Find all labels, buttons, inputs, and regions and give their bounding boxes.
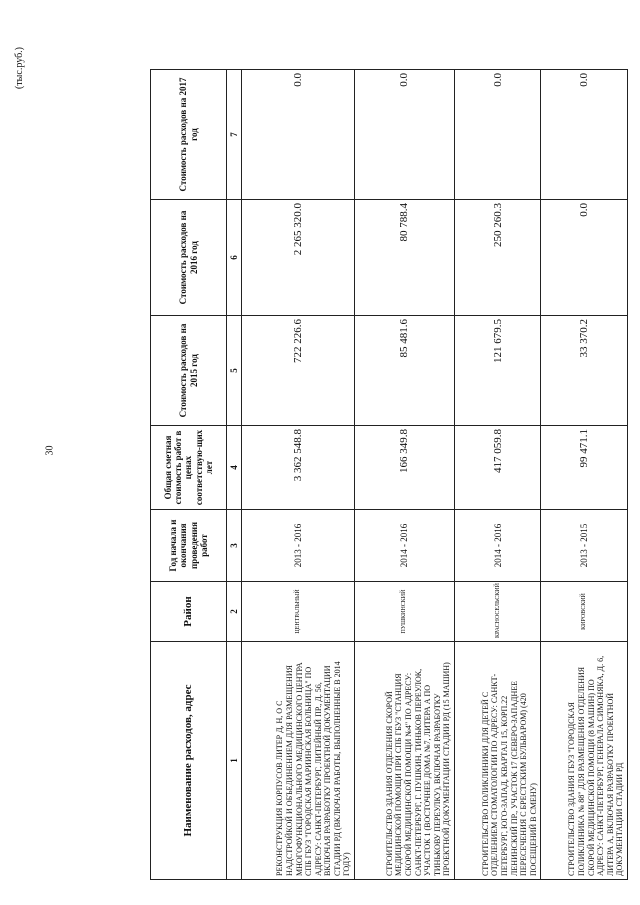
column-number-row [227, 70, 242, 880]
column-number: 7 [227, 70, 242, 200]
row-district: КРАСНОСЕЛЬСКИЙ [454, 582, 541, 642]
row-district: КИРОВСКИЙ [541, 582, 628, 642]
row-total-cost: 99 471.1 [541, 426, 628, 510]
row-cost-2015: 85 481.6 [355, 316, 455, 426]
table-row [541, 70, 628, 880]
header-cost-2017: Стоимость расходов на 2017 год [151, 70, 227, 200]
row-cost-2016: 0.0 [541, 200, 628, 316]
header-period: Год начала и окончания проведения работ [151, 510, 227, 582]
row-total-cost: 3 362 548.8 [242, 426, 355, 510]
units-label: (тыс.руб.) [14, 47, 25, 90]
row-cost-2017: 0.0 [541, 70, 628, 200]
page-number: 30 [44, 445, 56, 456]
column-number: 6 [227, 200, 242, 316]
column-number: 4 [227, 426, 242, 510]
row-cost-2016: 80 788.4 [355, 200, 455, 316]
row-name: СТРОИТЕЛЬСТВО ЗДАНИЯ ГБУЗ "ГОРОДСКАЯ ПОЛИКЛИНИКА № 88" ДЛЯ РАЗМЕЩЕНИЯ ОТДЕЛЕНИЯ СКОРОЙ МЕДИЦИНСКОЙ ПОМОЩИ (8 МАШИН) ПО АДРЕСУ: САНКТ-ПЕТЕРБУРГ, ГЕНЕРАЛА СИМОНЯКА, Д. 6, ЛИТЕРА А, ВКЛЮЧАЯ РАЗРАБОТКУ ПРОЕКТНОЙ ДОКУМЕНТАЦИИ СТАДИИ РД [541, 642, 628, 880]
header-row [151, 70, 227, 880]
rotated-table-container [150, 70, 628, 880]
column-number: 1 [227, 642, 242, 880]
table-row [242, 70, 355, 880]
row-name: РЕКОНСТРУКЦИЯ КОРПУСОВ ЛИТЕР Д, Н, О С НАДСТРОЙКОЙ И ОБЪЕДИНЕНИЕМ ДЛЯ РАЗМЕЩЕНИЯ МНОГОФУНКЦИОНАЛЬНОГО МЕДИЦИНСКОГО ЦЕНТРА СПБ ГБУЗ "ГОРОДСКАЯ МАРИИНСКАЯ БОЛЬНИЦА" ПО АДРЕСУ: САНКТ-ПЕТЕРБУРГ, ЛИТЕЙНЫЙ ПР., Д. 56, ВКЛЮЧАЯ РАЗРАБОТКУ ПРОЕКТНОЙ ДОКУМЕНТАЦИИ СТАДИИ РД (ВКЛЮЧАЯ РАБОТЫ, ВЫПОЛНЕННЫЕ В 2014 ГОДУ) [242, 642, 355, 880]
table-row [355, 70, 455, 880]
header-name: Наименование расходов, адрес [151, 642, 227, 880]
row-cost-2015: 33 370.2 [541, 316, 628, 426]
row-district: ЦЕНТРАЛЬНЫЙ [242, 582, 355, 642]
table-row [454, 70, 541, 880]
row-cost-2016: 2 265 320.0 [242, 200, 355, 316]
column-number: 2 [227, 582, 242, 642]
row-cost-2015: 121 679.5 [454, 316, 541, 426]
expenditure-table [150, 69, 628, 880]
column-number: 5 [227, 316, 242, 426]
row-total-cost: 166 349.8 [355, 426, 455, 510]
row-period: 2013 - 2016 [242, 510, 355, 582]
row-cost-2017: 0.0 [454, 70, 541, 200]
row-cost-2017: 0.0 [355, 70, 455, 200]
row-period: 2013 - 2015 [541, 510, 628, 582]
row-name: СТРОИТЕЛЬСТВО ПОЛИКЛИНИКИ ДЛЯ ДЕТЕЙ С ОТДЕЛЕНИЕМ СТОМАТОЛОГИИ ПО АДРЕСУ: САНКТ-ПЕТЕРБУРГ, ЮГО-ЗАПАД, КВАРТАЛ 15, КОРП.22 ЛЕНИНСКИЙ ПР., УЧАСТОК 17 (СЕВЕРО-ЗАПАДНЕЕ ПЕРЕСЕЧЕНИЯ С БРЕСТСКИМ БУЛЬВАРОМ) (420 ПОСЕЩЕНИЙ В СМЕНУ) [454, 642, 541, 880]
row-period: 2014 - 2016 [355, 510, 455, 582]
row-cost-2016: 250 260.3 [454, 200, 541, 316]
header-district: Район [151, 582, 227, 642]
row-cost-2017: 0.0 [242, 70, 355, 200]
header-cost-2016: Стоимость расходов на 2016 год [151, 200, 227, 316]
header-total-cost: Общая сметная стоимость работ в ценах соответствую-щих лет [151, 426, 227, 510]
row-name: СТРОИТЕЛЬСТВО ЗДАНИЯ ОТДЕЛЕНИЯ СКОРОЙ МЕДИЦИНСКОЙ ПОМОЩИ ПРИ СПБ ГБУЗ "СТАНЦИЯ СКОРОЙ МЕДИЦИНСКОЙ ПОМОЩИ №4" ПО АДРЕСУ: САНКТ-ПЕТЕРБУРГ, Г. ПУШКИН, ТИНЬКОВ ПЕРЕУЛОК, УЧАСТОК 1 (ВОСТОЧНЕЕ ДОМА №7, ЛИТЕРА А ПО ТИНЬКОВУ ПЕРЕУЛКУ), ВКЛЮЧАЯ РАЗРАБОТКУ ПРОЕКТНОЙ ДОКУМЕНТАЦИИ СТАДИИ РД (15 МАШИН) [355, 642, 455, 880]
row-total-cost: 417 059.8 [454, 426, 541, 510]
row-period: 2014 - 2016 [454, 510, 541, 582]
header-cost-2015: Стоимость расходов на 2015 год [151, 316, 227, 426]
row-district: ПУШКИНСКИЙ [355, 582, 455, 642]
column-number: 3 [227, 510, 242, 582]
row-cost-2015: 722 226.6 [242, 316, 355, 426]
